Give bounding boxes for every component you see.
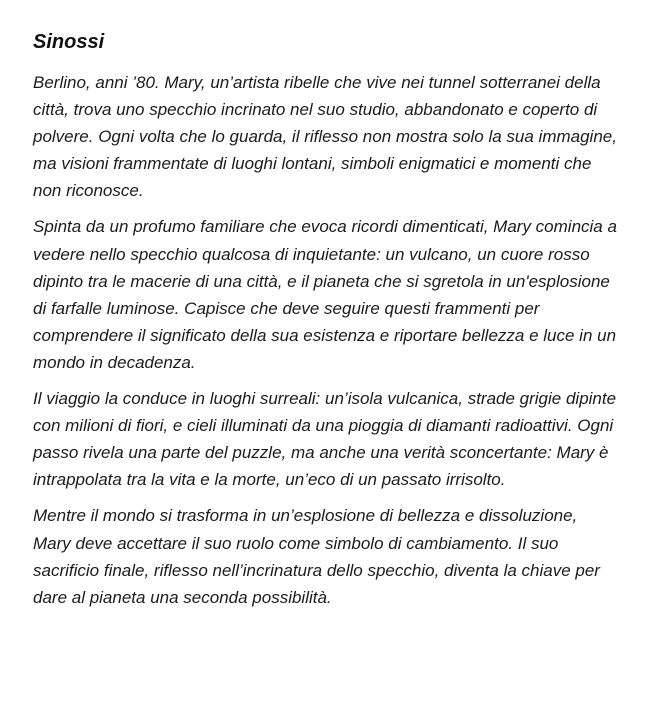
synopsis-document [33,28,618,620]
synopsis-paragraph-1: Berlino, anni ’80. Mary, un’artista ribelle che vive nei tunnel sotterranei della città, trova uno specchio incrinato nel suo studio, abbandonato e coperto di polvere. Ogni volta che lo guarda, il riflesso non mostra solo la sua immagine, ma visioni frammentate di luoghi lontani, simboli enigmatici e momenti che non riconosce. [33,73,617,201]
synopsis-title: Sinossi [33,31,105,53]
synopsis-paragraph-4: Mentre il mondo si trasforma in un’esplosione di bellezza e dissoluzione, Mary deve accettare il suo ruolo come simbolo di cambiamento. Il suo sacrificio finale, riflesso nell’incrinatura dello specchio, diventa la chiave per dare al pianeta una seconda possibilità. [33,506,600,607]
synopsis-paragraph-2: Spinta da un profumo familiare che evoca ricordi dimenticati, Mary comincia a vedere nello specchio qualcosa di inquietante: un vulcano, un cuore rosso dipinto tra le macerie di una città, e il pianeta che si sgretola in un'esplosione di farfalle luminose. Capisce che deve seguire questi frammenti per comprendere il significato della sua esistenza e riportare bellezza e luce in un mondo in decadenza. [33,217,617,372]
synopsis-paragraph-3: Il viaggio la conduce in luoghi surreali: un’isola vulcanica, strade grigie dipinte con milioni di fiori, e cieli illuminati da una pioggia di diamanti radioattivi. Ogni passo rivela una parte del puzzle, ma anche una verità sconcertante: Mary è intrappolata tra la vita e la morte, un’eco di un passato irrisolto. [33,389,617,490]
